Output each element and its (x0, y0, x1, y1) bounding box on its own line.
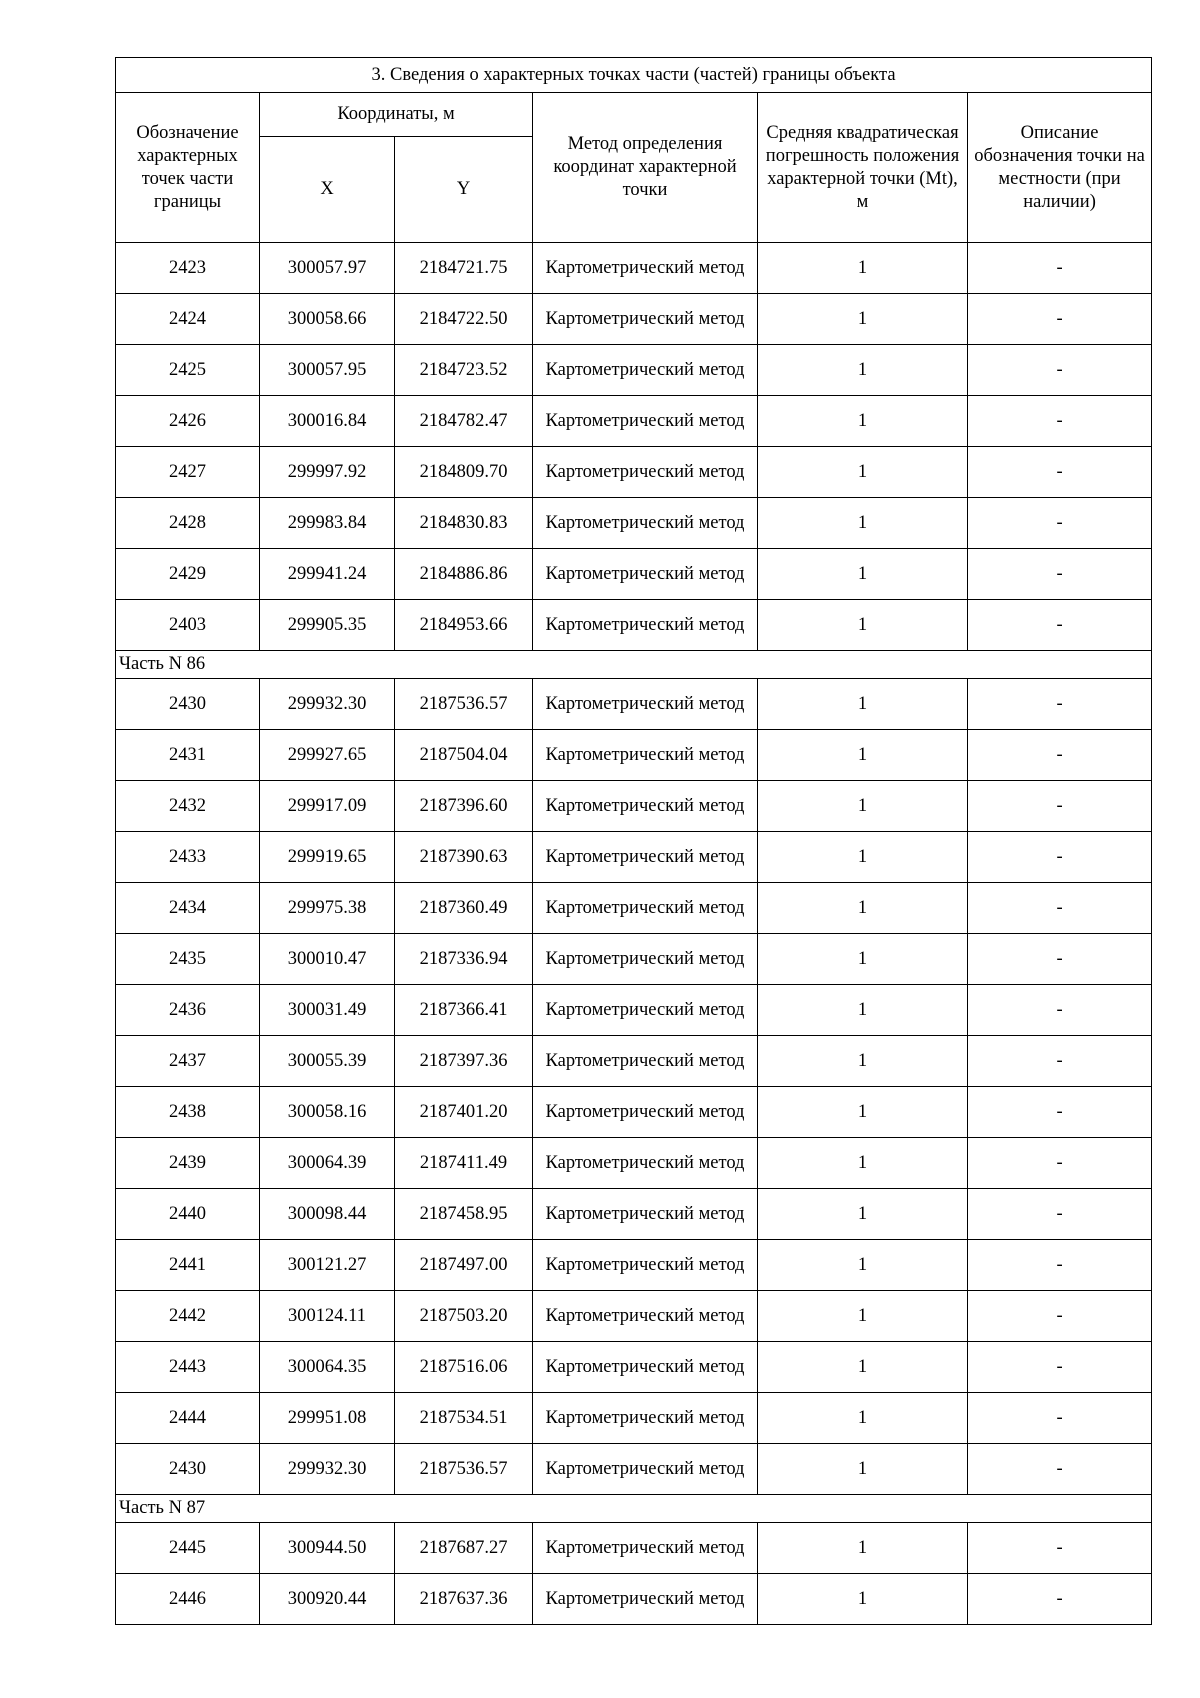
x-cell: 299975.38 (260, 883, 395, 934)
header-method: Метод определения координат характерной точки (533, 93, 758, 243)
y-cell: 2187360.49 (395, 883, 533, 934)
accuracy-cell: 1 (758, 934, 968, 985)
method-cell: Картометрический метод (533, 1240, 758, 1291)
method-cell: Картометрический метод (533, 498, 758, 549)
description-cell: - (968, 1189, 1152, 1240)
table-row (116, 1393, 1152, 1444)
y-cell: 2187534.51 (395, 1393, 533, 1444)
method-cell: Картометрический метод (533, 447, 758, 498)
table-row (116, 1574, 1152, 1625)
method-cell: Картометрический метод (533, 600, 758, 651)
x-cell: 299951.08 (260, 1393, 395, 1444)
accuracy-cell: 1 (758, 345, 968, 396)
accuracy-cell: 1 (758, 1291, 968, 1342)
description-cell: - (968, 447, 1152, 498)
method-cell: Картометрический метод (533, 1574, 758, 1625)
accuracy-cell: 1 (758, 1393, 968, 1444)
table-row (116, 447, 1152, 498)
method-cell: Картометрический метод (533, 1189, 758, 1240)
point-cell: 2431 (116, 730, 260, 781)
table-row (116, 294, 1152, 345)
table-title: 3. Сведения о характерных точках части (частей) границы объекта (116, 58, 1152, 93)
x-cell: 299919.65 (260, 832, 395, 883)
point-cell: 2443 (116, 1342, 260, 1393)
x-cell: 299932.30 (260, 1444, 395, 1495)
x-cell: 300920.44 (260, 1574, 395, 1625)
accuracy-cell: 1 (758, 1087, 968, 1138)
table-row (116, 600, 1152, 651)
description-cell: - (968, 1523, 1152, 1574)
accuracy-cell: 1 (758, 1444, 968, 1495)
table-row (116, 1291, 1152, 1342)
point-cell: 2430 (116, 679, 260, 730)
point-cell: 2438 (116, 1087, 260, 1138)
point-cell: 2435 (116, 934, 260, 985)
y-cell: 2187390.63 (395, 832, 533, 883)
description-cell: - (968, 934, 1152, 985)
method-cell: Картометрический метод (533, 1393, 758, 1444)
method-cell: Картометрический метод (533, 832, 758, 883)
x-cell: 300057.97 (260, 243, 395, 294)
y-cell: 2187336.94 (395, 934, 533, 985)
description-cell: - (968, 1444, 1152, 1495)
description-cell: - (968, 1291, 1152, 1342)
method-cell: Картометрический метод (533, 985, 758, 1036)
method-cell: Картометрический метод (533, 1444, 758, 1495)
section-label: Часть N 86 (116, 651, 1152, 679)
point-cell: 2446 (116, 1574, 260, 1625)
point-cell: 2424 (116, 294, 260, 345)
header-y: Y (395, 137, 533, 243)
description-cell: - (968, 1574, 1152, 1625)
y-cell: 2187396.60 (395, 781, 533, 832)
method-cell: Картометрический метод (533, 883, 758, 934)
description-cell: - (968, 1087, 1152, 1138)
header-description: Описание обозначения точки на местности (при наличии) (968, 93, 1152, 243)
table-row (116, 243, 1152, 294)
x-cell: 300944.50 (260, 1523, 395, 1574)
table-row (116, 1087, 1152, 1138)
method-cell: Картометрический метод (533, 549, 758, 600)
y-cell: 2187536.57 (395, 679, 533, 730)
point-cell: 2425 (116, 345, 260, 396)
accuracy-cell: 1 (758, 1240, 968, 1291)
table-row (116, 832, 1152, 883)
point-cell: 2442 (116, 1291, 260, 1342)
y-cell: 2187516.06 (395, 1342, 533, 1393)
description-cell: - (968, 243, 1152, 294)
x-cell: 300031.49 (260, 985, 395, 1036)
accuracy-cell: 1 (758, 1342, 968, 1393)
method-cell: Картометрический метод (533, 1342, 758, 1393)
point-cell: 2429 (116, 549, 260, 600)
description-cell: - (968, 730, 1152, 781)
accuracy-cell: 1 (758, 549, 968, 600)
x-cell: 299997.92 (260, 447, 395, 498)
method-cell: Картометрический метод (533, 1036, 758, 1087)
x-cell: 300010.47 (260, 934, 395, 985)
accuracy-cell: 1 (758, 679, 968, 730)
header-point-designation: Обозначение характерных точек части границы (116, 93, 260, 243)
table-body (116, 243, 1152, 1625)
x-cell: 299917.09 (260, 781, 395, 832)
x-cell: 299927.65 (260, 730, 395, 781)
table-row (116, 679, 1152, 730)
description-cell: - (968, 781, 1152, 832)
table-header (116, 58, 1152, 243)
method-cell: Картометрический метод (533, 243, 758, 294)
y-cell: 2187401.20 (395, 1087, 533, 1138)
section-row (116, 651, 1152, 679)
method-cell: Картометрический метод (533, 1087, 758, 1138)
x-cell: 300058.16 (260, 1087, 395, 1138)
y-cell: 2187366.41 (395, 985, 533, 1036)
x-cell: 300016.84 (260, 396, 395, 447)
point-cell: 2437 (116, 1036, 260, 1087)
method-cell: Картометрический метод (533, 934, 758, 985)
y-cell: 2187458.95 (395, 1189, 533, 1240)
description-cell: - (968, 985, 1152, 1036)
table-row (116, 1523, 1152, 1574)
accuracy-cell: 1 (758, 883, 968, 934)
method-cell: Картометрический метод (533, 345, 758, 396)
table-row (116, 345, 1152, 396)
point-cell: 2426 (116, 396, 260, 447)
header-coordinates: Координаты, м (260, 93, 533, 137)
y-cell: 2187397.36 (395, 1036, 533, 1087)
description-cell: - (968, 883, 1152, 934)
section-label: Часть N 87 (116, 1495, 1152, 1523)
x-cell: 300121.27 (260, 1240, 395, 1291)
x-cell: 300057.95 (260, 345, 395, 396)
method-cell: Картометрический метод (533, 679, 758, 730)
description-cell: - (968, 549, 1152, 600)
table-row (116, 985, 1152, 1036)
description-cell: - (968, 345, 1152, 396)
table-row (116, 396, 1152, 447)
x-cell: 300098.44 (260, 1189, 395, 1240)
x-cell: 299905.35 (260, 600, 395, 651)
description-cell: - (968, 600, 1152, 651)
x-cell: 300064.35 (260, 1342, 395, 1393)
x-cell: 299941.24 (260, 549, 395, 600)
y-cell: 2187504.04 (395, 730, 533, 781)
table-row (116, 549, 1152, 600)
accuracy-cell: 1 (758, 1138, 968, 1189)
accuracy-cell: 1 (758, 832, 968, 883)
description-cell: - (968, 396, 1152, 447)
y-cell: 2184723.52 (395, 345, 533, 396)
header-x: X (260, 137, 395, 243)
description-cell: - (968, 1240, 1152, 1291)
y-cell: 2184809.70 (395, 447, 533, 498)
point-cell: 2423 (116, 243, 260, 294)
point-cell: 2440 (116, 1189, 260, 1240)
y-cell: 2187687.27 (395, 1523, 533, 1574)
table-row (116, 781, 1152, 832)
point-cell: 2433 (116, 832, 260, 883)
description-cell: - (968, 1393, 1152, 1444)
table-row (116, 1189, 1152, 1240)
table-row (116, 1036, 1152, 1087)
method-cell: Картометрический метод (533, 1138, 758, 1189)
accuracy-cell: 1 (758, 1189, 968, 1240)
accuracy-cell: 1 (758, 243, 968, 294)
y-cell: 2187536.57 (395, 1444, 533, 1495)
accuracy-cell: 1 (758, 1523, 968, 1574)
table-row (116, 498, 1152, 549)
y-cell: 2184886.86 (395, 549, 533, 600)
header-accuracy: Средняя квадратическая погрешность положения характерной точки (Mt), м (758, 93, 968, 243)
y-cell: 2184953.66 (395, 600, 533, 651)
point-cell: 2403 (116, 600, 260, 651)
accuracy-cell: 1 (758, 600, 968, 651)
description-cell: - (968, 1342, 1152, 1393)
section-row (116, 1495, 1152, 1523)
y-cell: 2187637.36 (395, 1574, 533, 1625)
method-cell: Картометрический метод (533, 1523, 758, 1574)
x-cell: 300064.39 (260, 1138, 395, 1189)
point-cell: 2427 (116, 447, 260, 498)
method-cell: Картометрический метод (533, 1291, 758, 1342)
description-cell: - (968, 1138, 1152, 1189)
point-cell: 2428 (116, 498, 260, 549)
boundary-points-table (115, 57, 1152, 1625)
y-cell: 2184721.75 (395, 243, 533, 294)
point-cell: 2434 (116, 883, 260, 934)
accuracy-cell: 1 (758, 447, 968, 498)
x-cell: 299932.30 (260, 679, 395, 730)
description-cell: - (968, 679, 1152, 730)
method-cell: Картометрический метод (533, 730, 758, 781)
description-cell: - (968, 498, 1152, 549)
point-cell: 2441 (116, 1240, 260, 1291)
y-cell: 2187411.49 (395, 1138, 533, 1189)
description-cell: - (968, 832, 1152, 883)
point-cell: 2436 (116, 985, 260, 1036)
accuracy-cell: 1 (758, 396, 968, 447)
method-cell: Картометрический метод (533, 294, 758, 345)
y-cell: 2187497.00 (395, 1240, 533, 1291)
accuracy-cell: 1 (758, 294, 968, 345)
x-cell: 299983.84 (260, 498, 395, 549)
point-cell: 2432 (116, 781, 260, 832)
table-row (116, 1240, 1152, 1291)
point-cell: 2430 (116, 1444, 260, 1495)
table-row (116, 1342, 1152, 1393)
accuracy-cell: 1 (758, 1036, 968, 1087)
table-row (116, 934, 1152, 985)
y-cell: 2184722.50 (395, 294, 533, 345)
accuracy-cell: 1 (758, 781, 968, 832)
x-cell: 300055.39 (260, 1036, 395, 1087)
accuracy-cell: 1 (758, 498, 968, 549)
method-cell: Картометрический метод (533, 781, 758, 832)
accuracy-cell: 1 (758, 985, 968, 1036)
table-row (116, 730, 1152, 781)
point-cell: 2445 (116, 1523, 260, 1574)
description-cell: - (968, 294, 1152, 345)
x-cell: 300058.66 (260, 294, 395, 345)
y-cell: 2184830.83 (395, 498, 533, 549)
accuracy-cell: 1 (758, 1574, 968, 1625)
y-cell: 2187503.20 (395, 1291, 533, 1342)
x-cell: 300124.11 (260, 1291, 395, 1342)
description-cell: - (968, 1036, 1152, 1087)
table-row (116, 1138, 1152, 1189)
table-row (116, 1444, 1152, 1495)
accuracy-cell: 1 (758, 730, 968, 781)
point-cell: 2444 (116, 1393, 260, 1444)
table-row (116, 883, 1152, 934)
y-cell: 2184782.47 (395, 396, 533, 447)
point-cell: 2439 (116, 1138, 260, 1189)
method-cell: Картометрический метод (533, 396, 758, 447)
